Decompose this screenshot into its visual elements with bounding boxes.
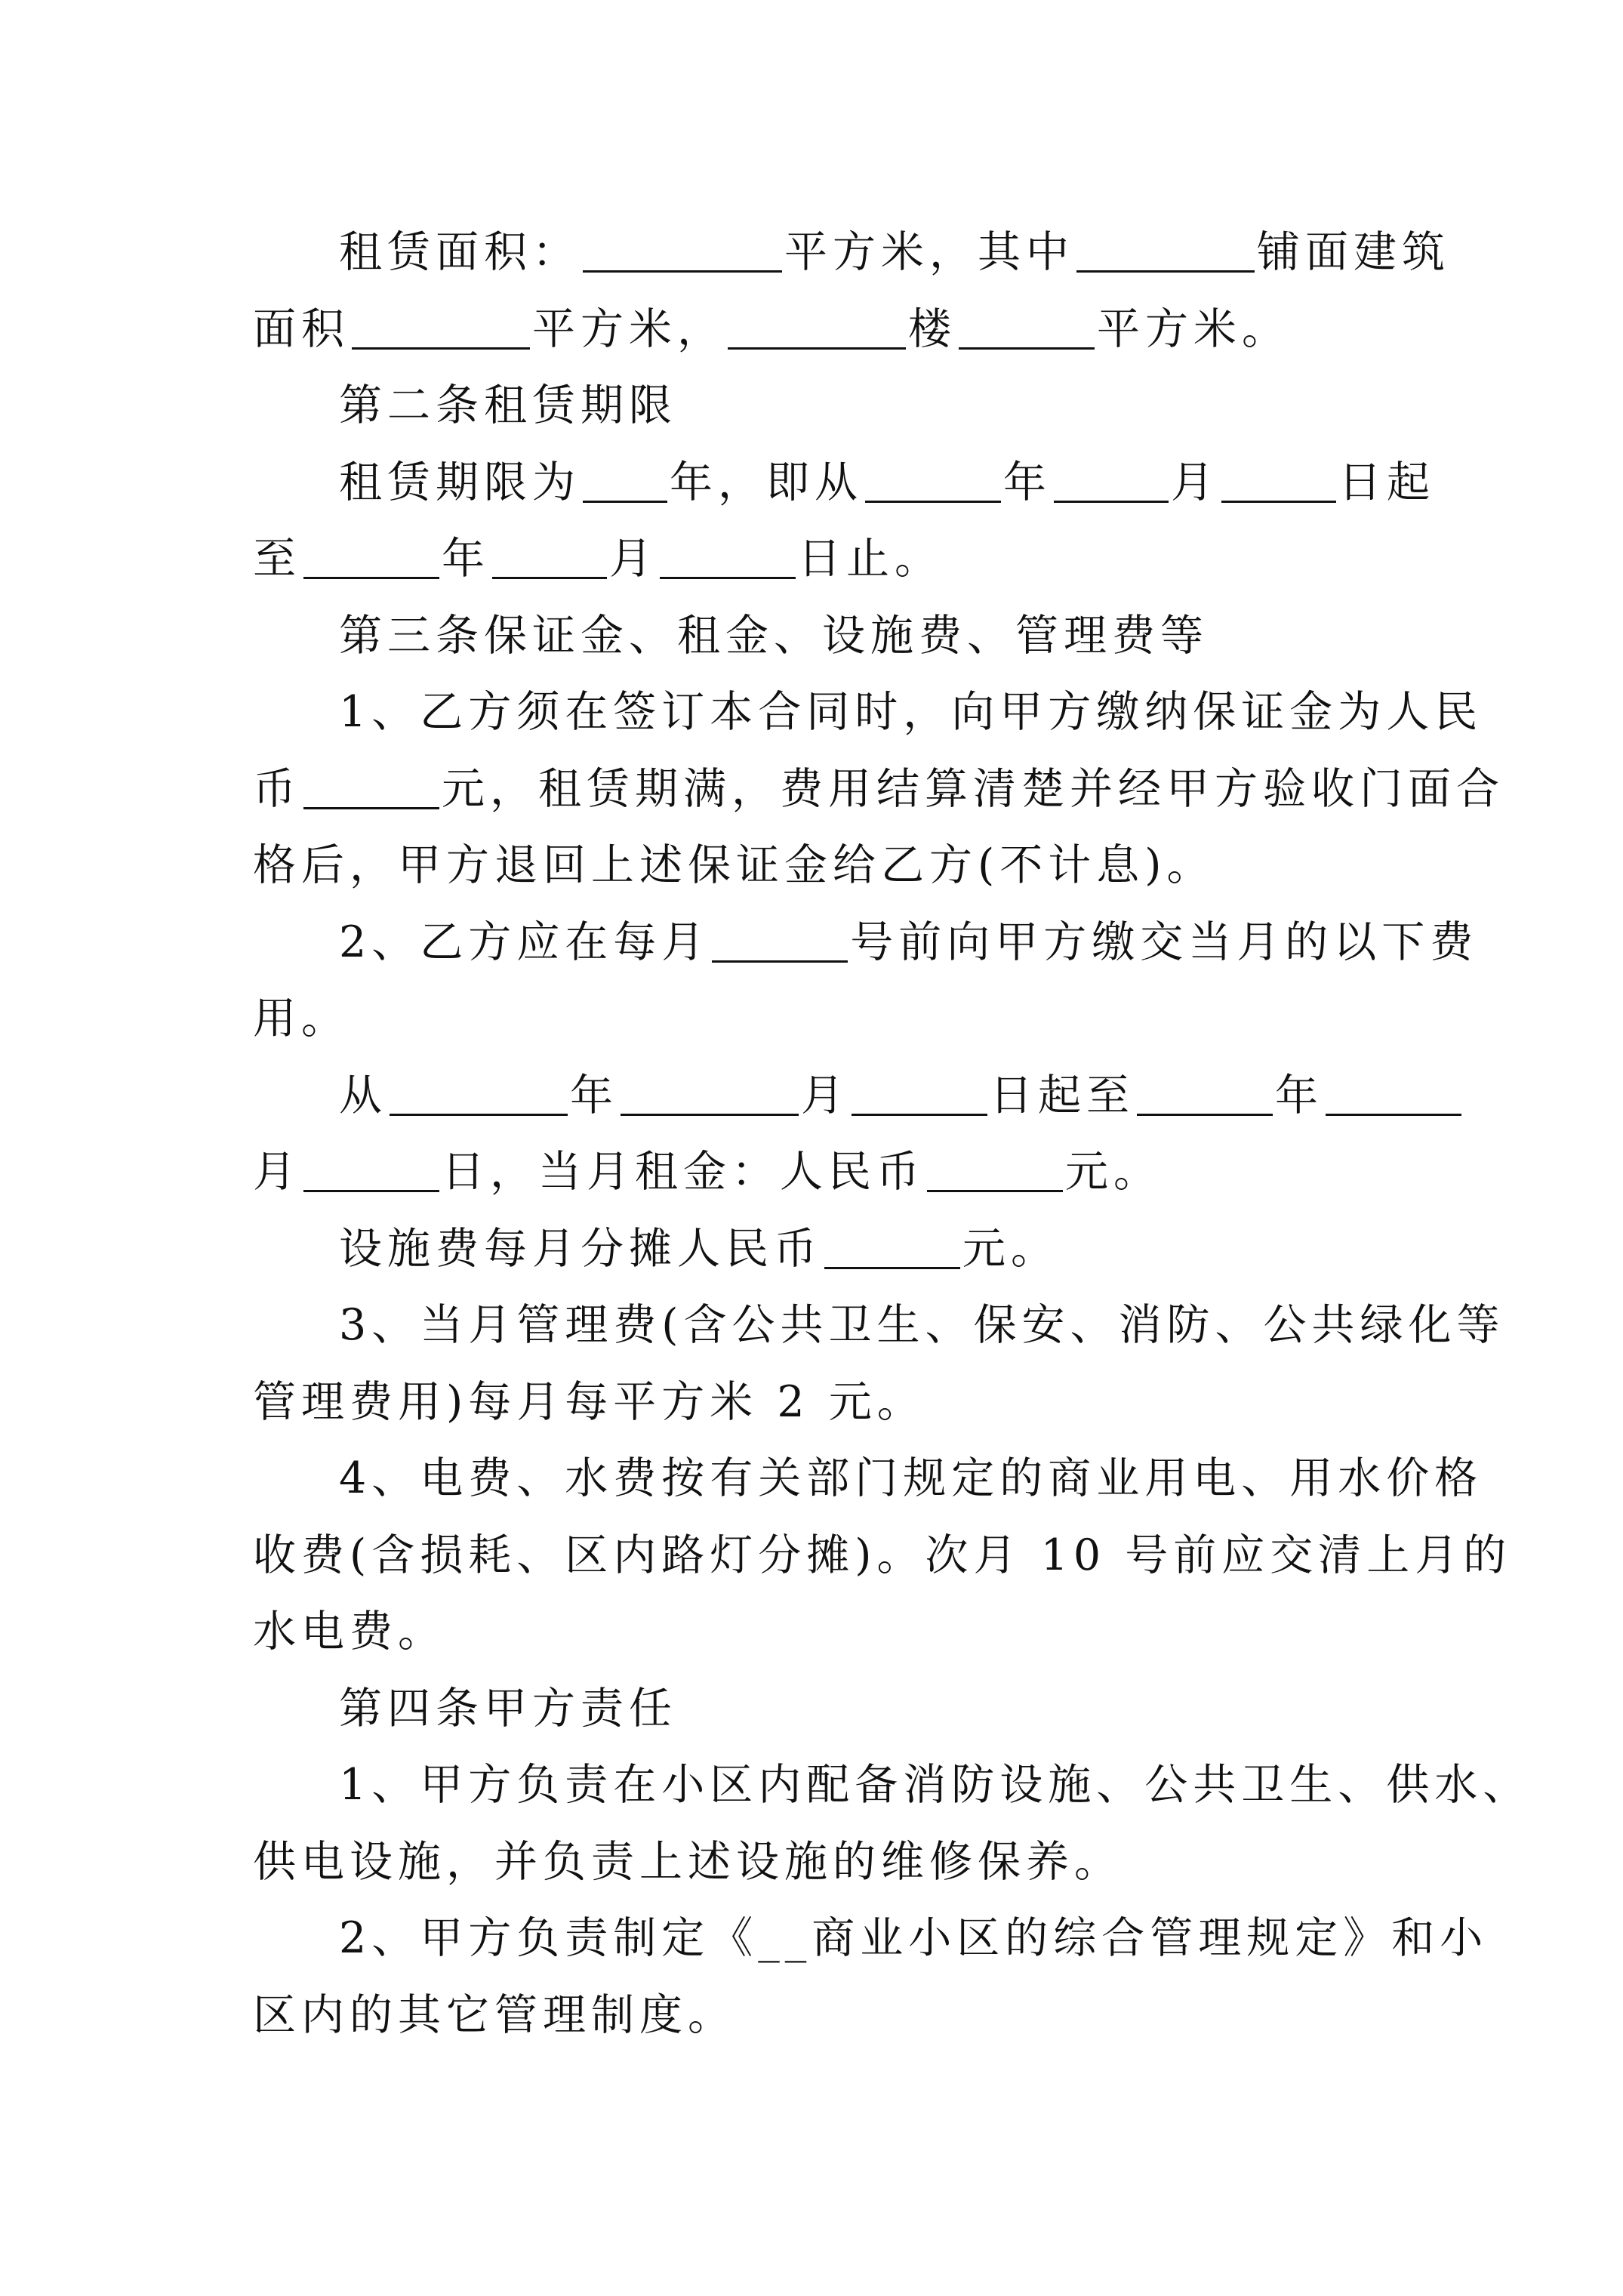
fill-in-blank	[660, 541, 796, 579]
text-line	[253, 1900, 1489, 1977]
text-line	[253, 368, 1389, 445]
fill-in-blank	[1137, 1077, 1273, 1116]
fill-in-blank	[959, 311, 1095, 350]
text-line	[253, 214, 1450, 291]
text-segment: 号前向甲方缴交当月的以下费	[850, 917, 1479, 967]
text-segment: 年	[1003, 457, 1052, 507]
text-segment: 水电费。	[253, 1607, 446, 1657]
fill-in-blank	[865, 464, 1001, 503]
text-segment: 第三条保证金、租金、设施费、管理费等	[339, 610, 1209, 661]
document-body	[253, 214, 1532, 2054]
text-segment: 元。	[1065, 1147, 1162, 1197]
text-segment: 收费(含损耗、区内路灯分摊)。次月 10 号前应交清上月的	[253, 1530, 1512, 1580]
fill-in-blank	[712, 924, 848, 963]
text-segment: 设施费每月分摊人民币	[339, 1223, 822, 1274]
text-segment: 日，当月租金：人民币	[442, 1147, 925, 1197]
text-line	[253, 598, 1389, 675]
fill-in-blank	[583, 234, 782, 273]
text-segment: 月	[609, 534, 658, 584]
text-segment: 从	[339, 1070, 387, 1120]
text-line	[253, 1287, 1505, 1364]
text-segment: 供电设施，并负责上述设施的维修保养。	[253, 1836, 1123, 1887]
text-segment: 月	[801, 1070, 849, 1120]
text-segment: 1、甲方负责在小区内配备消防设施、公共卫生、供水、	[339, 1760, 1532, 1810]
text-segment: 币	[253, 763, 301, 814]
text-segment: 元，租赁期满，费用结算清楚并经甲方验收门面合	[442, 763, 1504, 814]
text-line	[253, 1058, 1389, 1135]
fill-in-blank	[1054, 464, 1169, 503]
text-segment: 2、乙方应在每月	[339, 917, 710, 967]
text-line	[253, 445, 1435, 522]
text-line	[253, 1977, 1389, 2054]
fill-in-blank	[621, 1077, 799, 1116]
text-segment: 第四条甲方责任	[339, 1683, 677, 1734]
text-segment: 年	[442, 534, 490, 584]
fill-in-blank	[728, 311, 906, 350]
text-line	[253, 827, 1389, 905]
fill-in-blank	[352, 311, 530, 350]
fill-in-blank	[1326, 1077, 1461, 1116]
text-line	[253, 1134, 1389, 1211]
text-segment: 至	[253, 534, 301, 584]
text-segment: 区内的其它管理制度。	[253, 1989, 736, 2040]
text-line	[253, 1747, 1532, 1824]
text-line	[253, 1364, 1389, 1441]
text-segment: 年	[1275, 1070, 1323, 1120]
text-segment: 铺面建筑	[1257, 227, 1450, 277]
text-line	[253, 1518, 1512, 1595]
text-segment: 元。	[962, 1223, 1059, 1274]
fill-in-blank	[927, 1154, 1063, 1192]
fill-in-blank	[492, 541, 607, 579]
text-segment: 第二条租赁期限	[339, 381, 677, 430]
text-segment: 平方米，	[532, 304, 725, 354]
text-segment: 格后，甲方退回上述保证金给乙方(不计息)。	[253, 840, 1215, 890]
text-segment: 3、当月管理费(含公共卫生、保安、消防、公共绿化等	[339, 1300, 1505, 1350]
text-segment: 日起	[1338, 457, 1435, 507]
fill-in-blank	[583, 464, 667, 503]
text-line	[253, 1824, 1389, 1901]
text-segment: 月	[253, 1147, 301, 1197]
text-segment: 楼	[908, 304, 956, 354]
text-segment: 日止。	[798, 534, 943, 584]
fill-in-blank	[303, 771, 439, 809]
text-line	[253, 1594, 1389, 1671]
text-segment: 面积	[253, 304, 350, 354]
text-segment: 用。	[253, 994, 350, 1043]
text-segment: 1、乙方须在签订本合同时，向甲方缴纳保证金为人民	[339, 687, 1483, 737]
fill-in-blank	[303, 541, 439, 579]
text-line	[253, 674, 1483, 751]
text-segment: 2、甲方负责制定《__商业小区的综合管理规定》和小	[339, 1913, 1489, 1963]
text-line	[253, 1671, 1389, 1748]
fill-in-blank	[824, 1231, 960, 1269]
text-segment: 日起至	[990, 1070, 1135, 1120]
text-line	[253, 751, 1504, 828]
text-segment: 租赁期限为	[339, 457, 581, 507]
text-segment: 年	[570, 1070, 618, 1120]
text-segment: 平方米。	[1097, 304, 1290, 354]
text-segment: 租赁面积：	[339, 227, 581, 277]
fill-in-blank	[303, 1154, 439, 1192]
text-line	[253, 291, 1389, 368]
fill-in-blank	[852, 1077, 987, 1116]
text-line	[253, 521, 1389, 598]
text-line	[253, 1211, 1389, 1288]
text-segment: 4、电费、水费按有关部门规定的商业用电、用水价格	[339, 1453, 1483, 1503]
text-segment: 年，即从	[670, 457, 863, 507]
fill-in-blank	[390, 1077, 568, 1116]
text-segment: 平方米，其中	[784, 227, 1074, 277]
text-segment: 管理费用)每月每平方米 2 元。	[253, 1376, 925, 1427]
text-line	[253, 981, 1389, 1058]
text-line	[253, 905, 1479, 982]
text-line	[253, 1441, 1483, 1518]
text-segment: 月	[1171, 457, 1219, 507]
fill-in-blank	[1221, 464, 1336, 503]
fill-in-blank	[1076, 234, 1255, 273]
